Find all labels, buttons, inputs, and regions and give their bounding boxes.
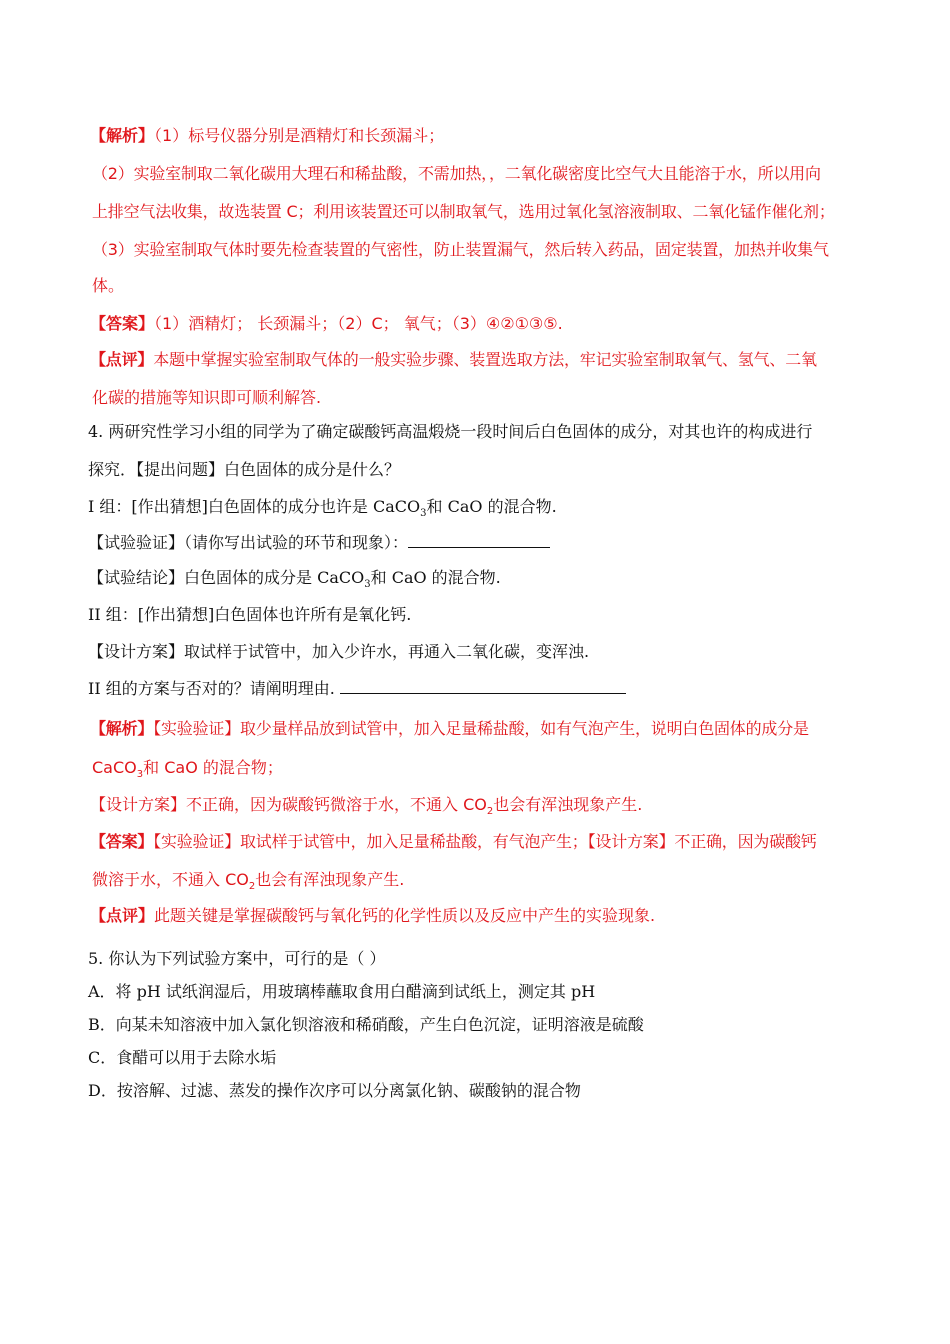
- q3-analysis-line3: 上排空气法收集，故选装置 C；利用该装置还可以制取氧气，选用过氧化氢溶液制取、二氧化锰作催化剂；: [92, 202, 835, 221]
- q5-stem: 5. 你认为下列试验方案中，可行的是（ ）: [88, 949, 386, 968]
- q4-answer-line1: 【答案】【实验验证】取试样于试管中，加入足量稀盐酸，有气泡产生；【设计方案】不正确，因为碳酸钙: [90, 832, 817, 851]
- q4-stem-line1: 4. 两研究性学习小组的同学为了确定碳酸钙高温煅烧一段时间后白色固体的成分，对其也许的构成进行: [88, 422, 813, 441]
- q3-analysis-line5: 体。: [92, 276, 125, 295]
- q4-group1-guess: I 组：[作出猜想]白色固体的成分也许是 CaCO$_3$和 CaO 的混合物.: [88, 497, 557, 520]
- q3-comment-line2: 化碳的措施等知识即可顺利解答.: [92, 388, 322, 407]
- q3-analysis-line1: 【解析】（1）标号仪器分别是酒精灯和长颈漏斗；: [90, 126, 445, 145]
- answer-blank-2[interactable]: [340, 679, 626, 694]
- q4-group2-plan: 【设计方案】取试样于试管中，加入少许水，再通入二氧化碳，变浑浊.: [88, 642, 590, 661]
- q4-comment: 【点评】此题关键是掌握碳酸钙与氧化钙的化学性质以及反应中产生的实验现象.: [90, 906, 656, 925]
- answer-blank-1[interactable]: [408, 533, 550, 548]
- q3-analysis-line2: （2）实验室制取二氧化碳用大理石和稀盐酸，不需加热，，二氧化碳密度比空气大且能溶于水，所以用向: [92, 164, 821, 183]
- q4-group2-guess: II 组：[作出猜想]白色固体也许所有是氧化钙.: [88, 605, 412, 624]
- q3-analysis-line4: （3）实验室制取气体时要先检查装置的气密性，防止装置漏气，然后转入药品，固定装置，加热并收集气: [92, 240, 829, 259]
- q4-group1-conclusion: 【试验结论】白色固体的成分是 CaCO$_3$和 CaO 的混合物.: [88, 568, 501, 591]
- q5-option-d: D．按溶解、过滤、蒸发的操作次序可以分离氯化钠、碳酸钠的混合物: [88, 1081, 581, 1100]
- q4-group1-verify: 【试验验证】（请你写出试验的环节和现象）：: [88, 533, 550, 553]
- q4-stem-line2: 探究．【提出问题】白色固体的成分是什么？: [88, 460, 401, 479]
- q4-analysis-line3: 【设计方案】不正确，因为碳酸钙微溶于水，不通入 $CO_2$也会有浑浊现象产生.: [90, 795, 643, 818]
- q5-option-a: A．将 pH 试纸润湿后，用玻璃棒蘸取食用白醋滴到试纸上，测定其 pH: [88, 982, 596, 1001]
- q3-answer: 【答案】（1）酒精灯； 长颈漏斗；（2）C； 氧气；（3）④②①③⑤.: [90, 314, 563, 333]
- q4-analysis-line2: CaCO$_3$和 CaO 的混合物；: [92, 758, 283, 781]
- q4-answer-line2: 微溶于水，不通入 $CO_2$也会有浑浊现象产生.: [92, 870, 405, 893]
- q4-group2-question: II 组的方案与否对的？请阐明理由.: [88, 679, 626, 699]
- q4-analysis-line1: 【解析】【实验验证】取少量样品放到试管中，加入足量稀盐酸，如有气泡产生，说明白色固体的成分是: [90, 719, 809, 738]
- q5-option-b: B．向某未知溶液中加入氯化钡溶液和稀硝酸，产生白色沉淀，证明溶液是硫酸: [88, 1015, 644, 1034]
- q3-comment-line1: 【点评】本题中掌握实验室制取气体的一般实验步骤、装置选取方法，牢记实验室制取氧气、氢气、二氧: [90, 350, 817, 369]
- q5-option-c: C．食醋可以用于去除水垢: [88, 1048, 277, 1067]
